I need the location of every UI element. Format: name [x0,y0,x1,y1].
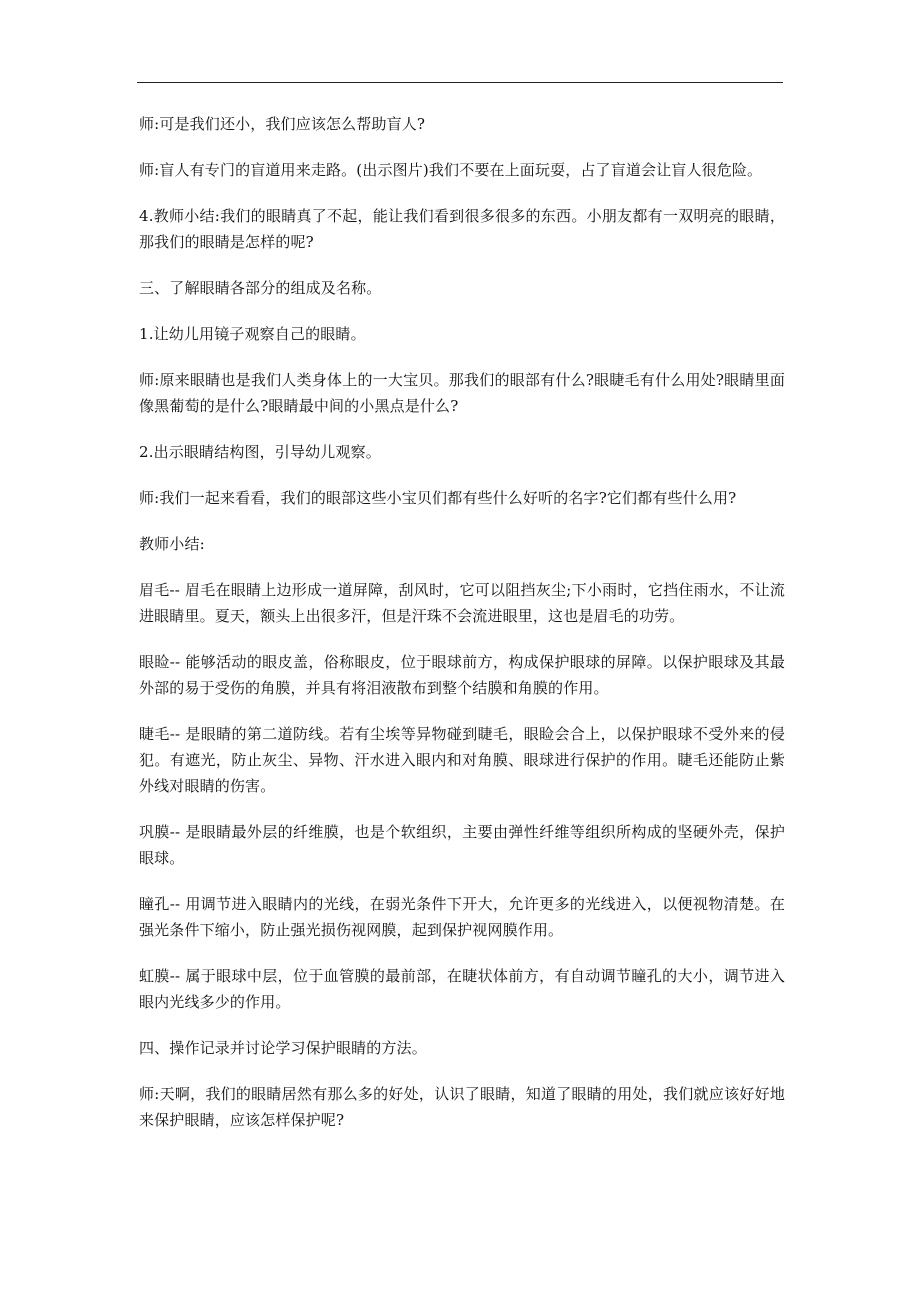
paragraph-step-1: 1.让幼儿用镜子观察自己的眼睛。 [139,325,366,343]
paragraph-protect-eyes: 师:天啊，我们的眼睛居然有那么多的好处，认识了眼睛，知道了眼睛的用处，我们就应该好好地来保护眼睛，应该怎样保护呢? [139,1085,785,1129]
paragraph-eyelash: 睫毛-- 是眼睛的第二道防线。若有尘埃等异物碰到睫毛，眼睑会合上，以保护眼球不受外来的侵犯。有遮光，防止灰尘、异物、汗水进入眼内和对角膜、眼球进行保护的作用。睫毛还能防止紫外线对眼睛的伤害。 [139,725,785,795]
paragraph-pupil: 瞳孔-- 用调节进入眼睛内的光线，在弱光条件下开大，允许更多的光线进入，以便视物清楚。在强光条件下缩小，防止强光损伤视网膜，起到保护视网膜作用。 [139,895,785,939]
paragraph-teacher-question: 师:可是我们还小，我们应该怎么帮助盲人? [139,115,426,133]
document-body [139,111,785,1153]
section-heading-4: 四、操作记录并讨论学习保护眼睛的方法。 [139,1039,427,1057]
paragraph-eyelid: 眼睑-- 能够活动的眼皮盖，俗称眼皮，位于眼球前方，构成保护眼球的屏障。以保护眼球及其最外部的易于受伤的角膜，并具有将泪液散布到整个结膜和角膜的作用。 [139,653,785,697]
paragraph-eye-treasure: 师:原来眼睛也是我们人类身体上的一大宝贝。那我们的眼部有什么?眼睫毛有什么用处?眼睛里面像黑葡萄的是什么?眼睛最中间的小黑点是什么? [139,371,785,415]
section-heading-3: 三、了解眼睛各部分的组成及名称。 [139,279,382,297]
header-rule [137,82,783,83]
paragraph-eyebrow: 眉毛-- 眉毛在眼睛上边形成一道屏障，刮风时，它可以阻挡灰尘;下小雨时，它挡住雨水，不让流进眼睛里。夏天，额头上出很多汗，但是汗珠不会流进眼里，这也是眉毛的功劳。 [139,581,785,625]
paragraph-teacher-summary-4: 4.教师小结:我们的眼睛真了不起，能让我们看到很多很多的东西。小朋友都有一双明亮的眼睛，那我们的眼睛是怎样的呢? [139,207,785,251]
paragraph-summary-label: 教师小结: [139,535,205,553]
paragraph-sclera: 巩膜-- 是眼睛最外层的纤维膜，也是个软组织，主要由弹性纤维等组织所构成的坚硬外壳，保护眼球。 [139,823,785,867]
paragraph-blind-path: 师:盲人有专门的盲道用来走路。(出示图片)我们不要在上面玩耍，占了盲道会让盲人很危险。 [139,161,763,179]
paragraph-iris: 虹膜-- 属于眼球中层，位于血管膜的最前部，在睫状体前方，有自动调节瞳孔的大小，调节进入眼内光线多少的作用。 [139,967,785,1011]
paragraph-look-together: 师:我们一起来看看，我们的眼部这些小宝贝们都有些什么好听的名字?它们都有些什么用? [139,489,737,507]
paragraph-step-2: 2.出示眼睛结构图，引导幼儿观察。 [139,443,381,461]
